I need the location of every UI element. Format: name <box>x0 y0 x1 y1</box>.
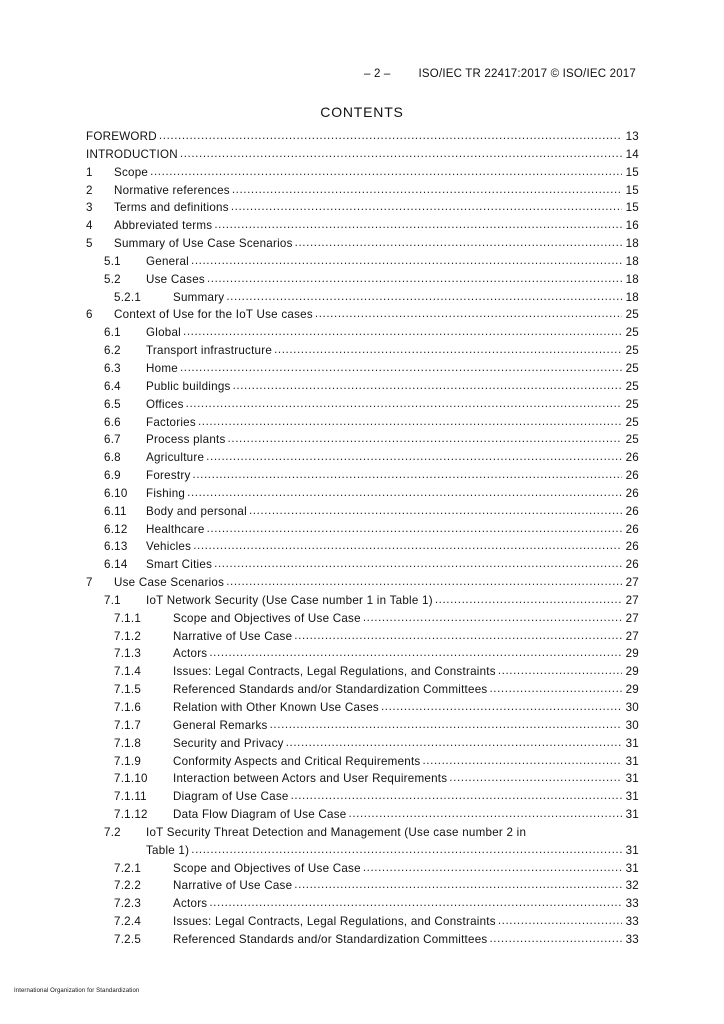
toc-entry[interactable] <box>86 681 639 699</box>
toc-entry-title: General Remarks <box>173 717 270 735</box>
toc-entry-title: Relation with Other Known Use Cases <box>173 699 381 717</box>
toc-entry-number: 3 <box>86 201 93 215</box>
toc-leader-dots <box>363 609 622 627</box>
toc-entry-number: 6.6 <box>104 415 121 429</box>
toc-entry-page: 14 <box>622 146 639 164</box>
toc-entry-page: 18 <box>622 289 639 307</box>
toc-entry-page: 25 <box>622 431 639 449</box>
toc-entry-title: Scope and Objectives of Use Case <box>173 610 363 628</box>
toc-leader-dots <box>489 930 622 948</box>
toc-leader-dots <box>209 894 622 912</box>
toc-entry-title: IoT Security Threat Detection and Management (Use case number 2 in <box>146 825 527 839</box>
toc-entry-page: 27 <box>622 610 639 628</box>
toc-leader-dots <box>207 520 622 538</box>
toc-entry[interactable] <box>86 342 639 360</box>
toc-entry-page: 31 <box>622 770 639 788</box>
toc-entry[interactable] <box>86 788 639 806</box>
toc-entry-page: 27 <box>622 574 639 592</box>
toc-entry-page: 26 <box>622 521 639 539</box>
toc-entry-number: 7.1.6 <box>114 701 142 714</box>
toc-entry-title: Terms and definitions <box>114 199 231 217</box>
toc-entry-page: 26 <box>622 449 639 467</box>
toc-leader-dots <box>422 752 622 770</box>
toc-entry-number: 1 <box>86 165 93 179</box>
toc-leader-dots <box>231 198 622 216</box>
toc-entry-page: 15 <box>622 164 639 182</box>
toc-leader-dots <box>449 769 622 787</box>
toc-entry-title: Interaction between Actors and User Requirements <box>173 770 449 788</box>
toc-entry[interactable] <box>86 556 639 574</box>
toc-entry-number: 6.4 <box>104 379 121 393</box>
toc-entry[interactable] <box>86 306 639 324</box>
toc-entry-page: 32 <box>622 877 639 895</box>
toc-entry-title: Forestry <box>146 467 193 485</box>
toc-entry-title: Diagram of Use Case <box>173 788 291 806</box>
toc-leader-dots <box>295 234 622 252</box>
toc-entry-page: 25 <box>622 306 639 324</box>
toc-leader-dots <box>206 448 622 466</box>
toc-entry-title: Global <box>146 324 183 342</box>
toc-entry-page: 30 <box>622 699 639 717</box>
toc-entry-page: 33 <box>622 913 639 931</box>
toc-entry-number: 6.1 <box>104 326 121 340</box>
toc-entry-page: 31 <box>622 735 639 753</box>
toc-leader-dots <box>498 662 622 680</box>
toc-entry-page: 26 <box>622 485 639 503</box>
toc-leader-dots <box>193 466 622 484</box>
toc-entry-number: 7.1 <box>104 593 121 607</box>
toc-leader-dots <box>186 395 622 413</box>
toc-leader-dots <box>150 163 622 181</box>
toc-entry-number: 7.1.5 <box>114 683 142 697</box>
toc-leader-dots <box>249 502 622 520</box>
toc-leader-dots <box>183 323 622 341</box>
toc-entry-title: Public buildings <box>146 378 233 396</box>
toc-entry-title: Home <box>146 360 180 378</box>
toc-leader-dots <box>489 680 622 698</box>
toc-entry-page: 29 <box>622 645 639 663</box>
toc-entry-title: Issues: Legal Contracts, Legal Regulations, and Constraints <box>173 663 498 681</box>
toc-entry-title-continued: Table 1) <box>146 842 191 860</box>
toc-entry-number: 7.1.12 <box>114 808 148 822</box>
toc-entry-page: 18 <box>622 253 639 271</box>
toc-leader-dots <box>286 734 622 752</box>
toc-leader-dots <box>180 359 622 377</box>
toc-entry[interactable] <box>86 860 639 878</box>
toc-leader-dots <box>291 787 622 805</box>
toc-entry-title: Issues: Legal Contracts, Legal Regulations, and Constraints <box>173 913 498 931</box>
toc-entry-title: Referenced Standards and/or Standardization Committees <box>173 681 489 699</box>
toc-leader-dots <box>228 430 622 448</box>
toc-entry-title: Process plants <box>146 431 228 449</box>
toc-leader-dots <box>294 876 622 894</box>
toc-entry[interactable] <box>86 592 639 610</box>
toc-entry-page: 29 <box>622 663 639 681</box>
toc-entry[interactable] <box>86 271 639 289</box>
toc-entry-number: 7.1.2 <box>114 629 142 643</box>
toc-entry-page: 29 <box>622 681 639 699</box>
toc-entry-number: 7.1.4 <box>114 665 142 679</box>
toc-entry[interactable] <box>86 378 639 396</box>
toc-entry-number: 7.1.1 <box>114 611 142 625</box>
toc-entry-title: Narrative of Use Case <box>173 877 294 895</box>
toc-entry-number: 7.1.11 <box>114 790 147 804</box>
toc-leader-dots <box>226 573 622 591</box>
toc-leader-dots <box>232 181 622 199</box>
toc-leader-dots <box>349 805 623 823</box>
toc-entry-page: 26 <box>622 538 639 556</box>
toc-entry-number: 7.2.1 <box>114 861 142 875</box>
toc-entry-number: 6.14 <box>104 558 128 572</box>
toc-entry-number: 6.9 <box>104 469 121 483</box>
toc-entry-number: 6.2 <box>104 344 121 358</box>
toc-entry-title: FOREWORD <box>86 128 159 146</box>
toc-leader-dots <box>214 216 622 234</box>
toc-entry[interactable] <box>86 431 639 449</box>
toc-leader-dots <box>274 341 622 359</box>
toc-entry[interactable] <box>86 645 639 663</box>
toc-entry-title: Smart Cities <box>146 556 214 574</box>
toc-entry[interactable] <box>86 770 639 788</box>
toc-entry-number: 7.2.5 <box>114 932 142 946</box>
toc-entry[interactable] <box>86 574 639 592</box>
toc-entry[interactable] <box>86 253 639 271</box>
toc-entry[interactable] <box>86 824 639 860</box>
toc-entry-number: 5.1 <box>104 254 121 268</box>
toc-entry-title: Normative references <box>114 182 232 200</box>
toc-entry-page: 33 <box>622 931 639 949</box>
toc-entry-number: 6 <box>86 308 93 322</box>
toc-entry[interactable] <box>86 699 639 717</box>
toc-entry-number: 6.11 <box>104 504 127 518</box>
page-number: – 2 – <box>363 68 391 80</box>
toc-entry-number: 7.2.2 <box>114 879 142 893</box>
toc-leader-dots <box>233 377 622 395</box>
toc-entry[interactable] <box>86 931 639 949</box>
toc-entry-number: 7.1.8 <box>114 736 142 750</box>
toc-entry-page: 31 <box>622 753 639 771</box>
toc-entry-page: 33 <box>622 895 639 913</box>
toc-entry-title: General <box>146 253 191 271</box>
toc-entry-page: 26 <box>622 467 639 485</box>
toc-leader-dots <box>294 627 622 645</box>
toc-entry-page: 25 <box>622 324 639 342</box>
toc-entry[interactable] <box>86 628 639 646</box>
toc-entry-number: 6.13 <box>104 540 128 554</box>
toc-entry-page: 13 <box>622 128 639 146</box>
toc-entry-title: Use Cases <box>146 271 207 289</box>
toc-entry-title: Scope and Objectives of Use Case <box>173 860 363 878</box>
toc-entry-number: 6.10 <box>104 486 128 500</box>
toc-entry-page: 31 <box>622 842 639 860</box>
toc-entry[interactable] <box>86 164 639 182</box>
toc-leader-dots <box>381 698 622 716</box>
table-of-contents <box>86 128 639 949</box>
toc-entry[interactable] <box>86 913 639 931</box>
toc-entry-number: 5.2 <box>104 272 121 286</box>
toc-entry-page: 27 <box>622 628 639 646</box>
toc-entry-number: 7.2.3 <box>114 897 142 911</box>
toc-entry[interactable] <box>86 538 639 556</box>
toc-entry-number: 7.1.3 <box>114 647 142 661</box>
toc-entry[interactable] <box>86 289 639 307</box>
toc-entry-title: Summary of Use Case Scenarios <box>114 235 295 253</box>
toc-entry-page: 31 <box>622 806 639 824</box>
toc-entry-page: 31 <box>622 860 639 878</box>
toc-leader-dots <box>180 145 622 163</box>
toc-entry-number: 6.3 <box>104 361 121 375</box>
toc-leader-dots <box>187 484 622 502</box>
toc-leader-dots <box>198 413 622 431</box>
toc-entry-page: 30 <box>622 717 639 735</box>
toc-entry-page: 26 <box>622 556 639 574</box>
toc-entry-title: Referenced Standards and/or Standardization Committees <box>173 931 489 949</box>
footer-organization: International Organization for Standardization <box>14 988 140 994</box>
toc-entry-title: Transport infrastructure <box>146 342 274 360</box>
toc-entry-number: 5 <box>86 237 93 251</box>
toc-entry-page: 31 <box>622 788 639 806</box>
toc-entry[interactable] <box>86 396 639 414</box>
toc-entry[interactable] <box>86 735 639 753</box>
toc-entry-title: INTRODUCTION <box>86 146 180 164</box>
toc-entry-page: 25 <box>622 360 639 378</box>
toc-entry-page: 25 <box>622 414 639 432</box>
toc-leader-dots <box>193 537 622 555</box>
toc-entry-page: 15 <box>622 182 639 200</box>
toc-leader-dots <box>498 912 622 930</box>
toc-entry-title: Healthcare <box>146 521 207 539</box>
toc-entry-title: Actors <box>173 895 209 913</box>
toc-entry[interactable] <box>86 877 639 895</box>
toc-entry-title: Security and Privacy <box>173 735 286 753</box>
toc-entry[interactable] <box>86 182 639 200</box>
toc-entry[interactable] <box>86 449 639 467</box>
toc-entry-title: Narrative of Use Case <box>173 628 294 646</box>
toc-entry[interactable] <box>86 414 639 432</box>
toc-leader-dots <box>191 841 622 859</box>
toc-leader-dots <box>209 644 622 662</box>
toc-entry[interactable] <box>86 806 639 824</box>
toc-leader-dots <box>226 288 622 306</box>
toc-entry-title: Use Case Scenarios <box>114 574 226 592</box>
toc-entry-page: 15 <box>622 199 639 217</box>
toc-entry-page: 16 <box>622 217 639 235</box>
toc-entry-title: Scope <box>114 164 150 182</box>
toc-entry[interactable] <box>86 485 639 503</box>
toc-entry-number: 7.1.10 <box>114 772 148 786</box>
standard-reference: ISO/IEC TR 22417:2017 © ISO/IEC 2017 <box>418 68 636 80</box>
toc-entry-number: 6.5 <box>104 397 121 411</box>
toc-entry-page: 18 <box>622 235 639 253</box>
toc-entry-number: 7.1.7 <box>114 718 142 732</box>
toc-entry[interactable] <box>86 503 639 521</box>
toc-entry-title: Body and personal <box>146 503 249 521</box>
toc-entry[interactable] <box>86 467 639 485</box>
toc-leader-dots <box>207 270 622 288</box>
toc-leader-dots <box>159 127 622 145</box>
toc-entry[interactable] <box>86 146 639 164</box>
toc-entry-title: Conformity Aspects and Critical Requirements <box>173 753 422 771</box>
page-header <box>364 68 636 80</box>
toc-entry-title: IoT Network Security (Use Case number 1 in Table 1) <box>146 592 435 610</box>
toc-entry[interactable] <box>86 895 639 913</box>
toc-entry[interactable] <box>86 360 639 378</box>
toc-entry-number: 6.12 <box>104 522 128 536</box>
toc-leader-dots <box>363 859 622 877</box>
toc-entry-title: Abbreviated terms <box>114 217 214 235</box>
toc-entry[interactable] <box>86 663 639 681</box>
toc-entry[interactable] <box>86 521 639 539</box>
toc-entry-title: Factories <box>146 414 198 432</box>
toc-entry-page: 26 <box>622 503 639 521</box>
toc-entry[interactable] <box>86 199 639 217</box>
toc-leader-dots <box>435 591 622 609</box>
toc-entry[interactable] <box>86 235 639 253</box>
toc-entry-number: 6.7 <box>104 433 121 447</box>
toc-entry-title: Context of Use for the IoT Use cases <box>114 306 315 324</box>
toc-entry[interactable] <box>86 128 639 146</box>
toc-entry-number: 7.2.4 <box>114 915 142 929</box>
contents-title: CONTENTS <box>320 104 404 120</box>
toc-entry-title: Agriculture <box>146 449 206 467</box>
toc-entry-number: 4 <box>86 219 93 233</box>
toc-entry-page: 25 <box>622 396 639 414</box>
toc-entry-page: 25 <box>622 378 639 396</box>
toc-entry-page: 18 <box>622 271 639 289</box>
toc-entry-number: 7.2 <box>104 825 121 839</box>
toc-leader-dots <box>191 252 622 270</box>
toc-entry-number: 5.2.1 <box>114 290 142 304</box>
toc-entry[interactable] <box>86 324 639 342</box>
toc-entry-title: Vehicles <box>146 538 193 556</box>
toc-entry-number: 2 <box>86 183 93 197</box>
toc-leader-dots <box>214 555 622 573</box>
toc-entry-title: Actors <box>173 645 209 663</box>
toc-entry[interactable] <box>86 753 639 771</box>
toc-entry-title: Fishing <box>146 485 187 503</box>
toc-leader-dots <box>315 305 622 323</box>
toc-entry-number: 7 <box>86 576 93 590</box>
toc-entry[interactable] <box>86 217 639 235</box>
toc-entry-title: Summary <box>173 289 226 307</box>
toc-entry-number: 7.1.9 <box>114 754 142 768</box>
toc-leader-dots <box>270 716 622 734</box>
toc-entry-title: Data Flow Diagram of Use Case <box>173 806 349 824</box>
toc-entry-number: 6.8 <box>104 451 121 465</box>
toc-entry-title: Offices <box>146 396 186 414</box>
toc-entry[interactable] <box>86 717 639 735</box>
toc-entry[interactable] <box>86 610 639 628</box>
toc-entry-page: 27 <box>622 592 639 610</box>
toc-entry-page: 25 <box>622 342 639 360</box>
